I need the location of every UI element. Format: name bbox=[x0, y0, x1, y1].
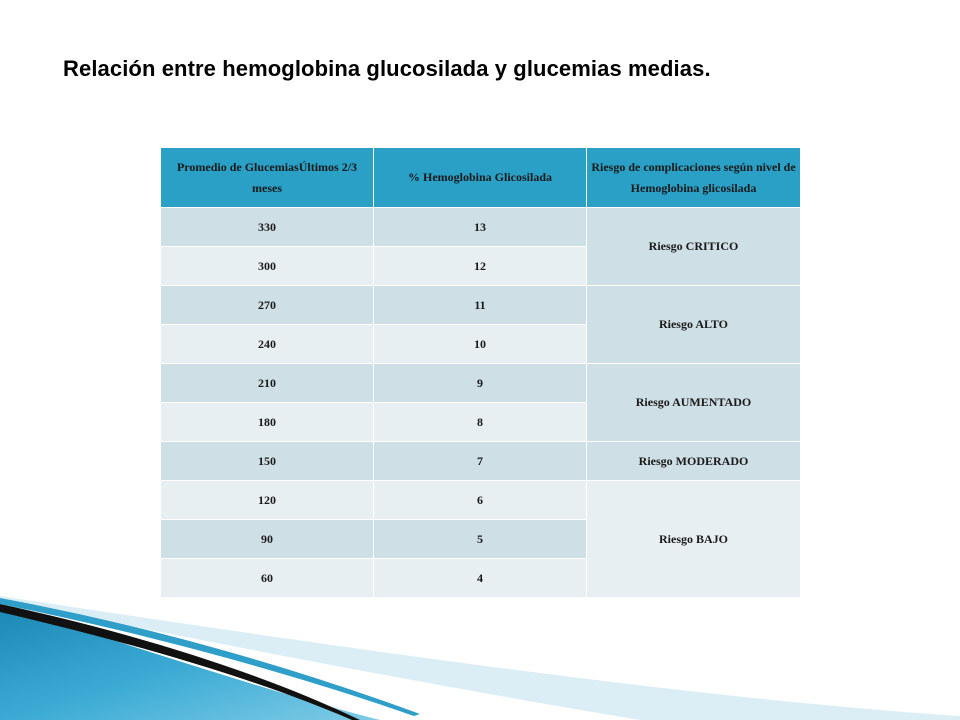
header-glucemia: Promedio de GlucemiasÚltimos 2/3 meses bbox=[161, 148, 374, 208]
cell-hba1c: 6 bbox=[374, 481, 587, 520]
cell-hba1c: 8 bbox=[374, 403, 587, 442]
cell-hba1c: 7 bbox=[374, 442, 587, 481]
cell-risk-alto: Riesgo ALTO bbox=[587, 286, 801, 364]
cell-risk-moderado: Riesgo MODERADO bbox=[587, 442, 801, 481]
cell-glucemia: 90 bbox=[161, 520, 374, 559]
cell-risk-aumentado: Riesgo AUMENTADO bbox=[587, 364, 801, 442]
cell-hba1c: 4 bbox=[374, 559, 587, 598]
cell-glucemia: 180 bbox=[161, 403, 374, 442]
cell-hba1c: 9 bbox=[374, 364, 587, 403]
slide-title: Relación entre hemoglobina glucosilada y glucemias medias. bbox=[63, 56, 711, 81]
cell-glucemia: 300 bbox=[161, 247, 374, 286]
cell-glucemia: 210 bbox=[161, 364, 374, 403]
cell-glucemia: 150 bbox=[161, 442, 374, 481]
cell-hba1c: 12 bbox=[374, 247, 587, 286]
header-hemoglobina: % Hemoglobina Glicosilada bbox=[374, 148, 587, 208]
cell-glucemia: 240 bbox=[161, 325, 374, 364]
cell-risk-critico: Riesgo CRITICO bbox=[587, 208, 801, 286]
cell-hba1c: 10 bbox=[374, 325, 587, 364]
cell-risk-bajo: Riesgo BAJO bbox=[587, 481, 801, 598]
cell-hba1c: 13 bbox=[374, 208, 587, 247]
header-riesgo: Riesgo de complicaciones según nivel de Hemoglobina glicosilada bbox=[587, 148, 801, 208]
cell-glucemia: 60 bbox=[161, 559, 374, 598]
cell-hba1c: 11 bbox=[374, 286, 587, 325]
cell-glucemia: 270 bbox=[161, 286, 374, 325]
cell-glucemia: 120 bbox=[161, 481, 374, 520]
cell-glucemia: 330 bbox=[161, 208, 374, 247]
cell-hba1c: 5 bbox=[374, 520, 587, 559]
